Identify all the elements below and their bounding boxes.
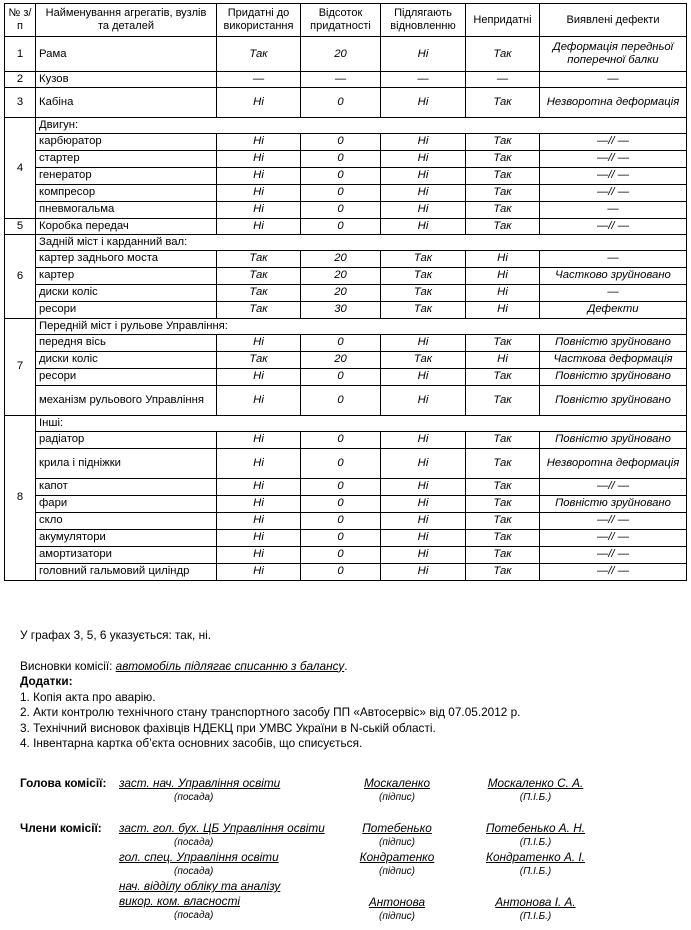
head-name	[478, 776, 593, 803]
usable-cell: Ні	[217, 184, 301, 201]
defects-cell: Незворотна деформація	[540, 88, 687, 118]
member-name	[478, 850, 593, 877]
percent-cell: 0	[301, 218, 381, 234]
usable-cell: Ні	[217, 334, 301, 351]
percent-cell: 0	[301, 184, 381, 201]
table-row	[5, 448, 687, 478]
table-row	[5, 72, 687, 88]
restorable-cell: Ні	[381, 150, 466, 167]
member-name	[478, 895, 593, 922]
unusable-cell: Так	[466, 478, 540, 495]
usable-cell: Так	[217, 37, 301, 72]
restorable-cell: —	[381, 72, 466, 88]
group-caption: Задній міст і карданний вал:	[36, 234, 687, 250]
percent-cell: —	[301, 72, 381, 88]
usable-cell: Так	[217, 267, 301, 284]
defects-cell: Повністю зруйновано	[540, 431, 687, 448]
component-name: механізм рульового Управління	[36, 385, 217, 415]
header-defects: Виявлені дефекти	[540, 4, 687, 37]
defects-cell: —// —	[540, 563, 687, 580]
percent-cell: 20	[301, 351, 381, 368]
position-caption: (посада)	[174, 910, 214, 921]
member-signature	[352, 850, 442, 877]
conclusion-value: автомобіль підлягає списанню з балансу	[115, 658, 345, 673]
component-name: фари	[36, 495, 217, 512]
head-label: Голова комісії:	[20, 776, 107, 790]
defects-cell: Повністю зруйновано	[540, 334, 687, 351]
name-caption: (П.І.Б.)	[519, 837, 552, 848]
defects-cell: —// —	[540, 512, 687, 529]
row-number: 6	[5, 234, 36, 318]
table-row	[5, 385, 687, 415]
component-name: акумулятори	[36, 529, 217, 546]
group-caption: Двигун:	[36, 118, 687, 134]
component-name: Коробка передач	[36, 218, 217, 234]
member-signature-value: Потебенько	[362, 821, 432, 835]
row-number: 5	[5, 218, 36, 234]
table-row	[5, 301, 687, 318]
percent-cell: 0	[301, 546, 381, 563]
defects-cell: —// —	[540, 150, 687, 167]
unusable-cell: Так	[466, 431, 540, 448]
row-number: 2	[5, 72, 36, 88]
unusable-cell: Так	[466, 512, 540, 529]
usable-cell: —	[217, 72, 301, 88]
head-name-value: Москаленко С. А.	[487, 776, 584, 790]
unusable-cell: Так	[466, 368, 540, 385]
unusable-cell: Ні	[466, 250, 540, 267]
restorable-cell: Ні	[381, 368, 466, 385]
defects-cell: Повністю зруйновано	[540, 385, 687, 415]
graphs-note: У графах 3, 5, 6 указується: так, ні.	[20, 628, 212, 642]
table-row	[5, 218, 687, 234]
unusable-cell: Так	[466, 150, 540, 167]
unusable-cell: Так	[466, 133, 540, 150]
component-name: капот	[36, 478, 217, 495]
member-position-value: викор. ком. власності	[119, 894, 241, 908]
name-caption: (П.І.Б.)	[519, 792, 552, 803]
table-row	[5, 529, 687, 546]
percent-cell: 0	[301, 385, 381, 415]
defects-cell: —// —	[540, 478, 687, 495]
restorable-cell: Ні	[381, 495, 466, 512]
usable-cell: Ні	[217, 385, 301, 415]
restorable-cell: Ні	[381, 88, 466, 118]
restorable-cell: Ні	[381, 334, 466, 351]
usable-cell: Ні	[217, 167, 301, 184]
table-row	[5, 478, 687, 495]
defects-cell: —// —	[540, 529, 687, 546]
restorable-cell: Так	[381, 351, 466, 368]
percent-cell: 0	[301, 495, 381, 512]
percent-cell: 0	[301, 368, 381, 385]
table-row	[5, 150, 687, 167]
percent-cell: 30	[301, 301, 381, 318]
row-number: 3	[5, 88, 36, 118]
header-usable: Придатні до використання	[217, 4, 301, 37]
head-signature-value: Москаленко	[363, 776, 431, 790]
usable-cell: Ні	[217, 133, 301, 150]
group-caption: Передній міст і рульове Управління:	[36, 318, 687, 334]
head-signature	[352, 776, 442, 803]
notes-section	[20, 628, 680, 752]
defects-cell: Часткова деформація	[540, 351, 687, 368]
defects-cell: —// —	[540, 167, 687, 184]
member-position	[119, 850, 279, 877]
percent-cell: 20	[301, 37, 381, 72]
unusable-cell: Так	[466, 495, 540, 512]
percent-cell: 20	[301, 267, 381, 284]
table-row	[5, 351, 687, 368]
component-name: картер	[36, 267, 217, 284]
unusable-cell: Так	[466, 184, 540, 201]
usable-cell: Так	[217, 301, 301, 318]
component-name: скло	[36, 512, 217, 529]
header-number: № з/п	[5, 4, 36, 37]
restorable-cell: Так	[381, 250, 466, 267]
usable-cell: Ні	[217, 218, 301, 234]
attachment-item: 2. Акти контролю технічного стану транспортного засобу ПП «Автосервіс» від 07.05.2012 р.	[20, 705, 521, 719]
table-row	[5, 334, 687, 351]
percent-cell: 0	[301, 334, 381, 351]
component-name: Рама	[36, 37, 217, 72]
header-restorable: Підлягають відновленню	[381, 4, 466, 37]
percent-cell: 20	[301, 284, 381, 301]
unusable-cell: Так	[466, 167, 540, 184]
component-name: Кузов	[36, 72, 217, 88]
member-name-value: Потебенько А. Н.	[485, 821, 586, 835]
table-row	[5, 495, 687, 512]
component-name: ресори	[36, 368, 217, 385]
usable-cell: Так	[217, 351, 301, 368]
usable-cell: Ні	[217, 478, 301, 495]
component-name: диски коліс	[36, 351, 217, 368]
conclusion	[20, 659, 680, 675]
defects-cell: —	[540, 201, 687, 218]
row-number: 1	[5, 37, 36, 72]
table-row	[5, 37, 687, 72]
header-name: Найменування агрегатів, вузлів та деталей	[36, 4, 217, 37]
table-row	[5, 250, 687, 267]
restorable-cell: Ні	[381, 167, 466, 184]
defects-cell: —// —	[540, 133, 687, 150]
defects-cell: Частково зруйновано	[540, 267, 687, 284]
component-name: головний гальмовий циліндр	[36, 563, 217, 580]
table-row	[5, 184, 687, 201]
unusable-cell: Ні	[466, 284, 540, 301]
row-number: 4	[5, 118, 36, 219]
attachment-item: 3. Технічний висновок фахівців НДЕКЦ при УМВС України в N-ській області.	[20, 720, 436, 735]
group-caption-row	[5, 234, 687, 250]
table-row	[5, 88, 687, 118]
group-caption-row	[5, 415, 687, 431]
component-name: пневмогальма	[36, 201, 217, 218]
member-signature	[352, 821, 442, 848]
table-row	[5, 201, 687, 218]
percent-cell: 0	[301, 431, 381, 448]
table-row	[5, 284, 687, 301]
component-name: стартер	[36, 150, 217, 167]
component-name: картер заднього моста	[36, 250, 217, 267]
position-caption: (посада)	[174, 837, 214, 848]
name-caption: (П.І.Б.)	[519, 866, 552, 877]
attachment-item: 1. Копія акта про аварію.	[20, 689, 156, 704]
conclusion-label: Висновки комісії:	[20, 658, 116, 673]
members-label: Члени комісії:	[20, 821, 102, 835]
member-name-value: Кондратенко А. І.	[486, 850, 585, 864]
restorable-cell: Так	[381, 267, 466, 284]
percent-cell: 0	[301, 529, 381, 546]
unusable-cell: Так	[466, 529, 540, 546]
table-row	[5, 267, 687, 284]
component-name: генератор	[36, 167, 217, 184]
name-caption: (П.І.Б.)	[519, 911, 552, 922]
percent-cell: 0	[301, 563, 381, 580]
unusable-cell: Так	[466, 448, 540, 478]
member-position-value: нач. відділу обліку та аналізу	[119, 879, 281, 893]
component-name: диски коліс	[36, 284, 217, 301]
row-number: 7	[5, 318, 36, 415]
percent-cell: 0	[301, 478, 381, 495]
percent-cell: 0	[301, 448, 381, 478]
table-row	[5, 512, 687, 529]
unusable-cell: Так	[466, 563, 540, 580]
component-name: крила і підніжки	[36, 448, 217, 478]
member-signature	[352, 895, 442, 922]
member-position-value: заст. гол. бух. ЦБ Управління освіти	[119, 821, 325, 835]
restorable-cell: Ні	[381, 37, 466, 72]
signature-caption: (підпис)	[379, 837, 415, 848]
usable-cell: Ні	[217, 368, 301, 385]
usable-cell: Ні	[217, 150, 301, 167]
component-name: амортизатори	[36, 546, 217, 563]
signature-caption: (підпис)	[379, 911, 415, 922]
signature-caption: (підпис)	[379, 866, 415, 877]
group-caption: Інші:	[36, 415, 687, 431]
component-name: Кабіна	[36, 88, 217, 118]
attachment-item: 4. Інвентарна картка об’єкта основних засобів, що списується.	[20, 736, 363, 750]
restorable-cell: Так	[381, 301, 466, 318]
member-signature-value: Кондратенко	[359, 850, 435, 864]
restorable-cell: Ні	[381, 478, 466, 495]
percent-cell: 0	[301, 167, 381, 184]
table-row	[5, 431, 687, 448]
percent-cell: 20	[301, 250, 381, 267]
restorable-cell: Ні	[381, 512, 466, 529]
usable-cell: Ні	[217, 88, 301, 118]
restorable-cell: Ні	[381, 529, 466, 546]
defects-cell: —// —	[540, 218, 687, 234]
restorable-cell: Ні	[381, 201, 466, 218]
unusable-cell: Так	[466, 201, 540, 218]
member-position	[119, 821, 325, 848]
header-unusable: Непридатні	[466, 4, 540, 37]
conclusion-end: .	[344, 658, 348, 673]
defects-cell: Дефекти	[540, 301, 687, 318]
member-position-value: гол. спец. Управління освіти	[119, 850, 279, 864]
usable-cell: Так	[217, 284, 301, 301]
member-position	[119, 879, 280, 921]
member-name	[478, 821, 593, 848]
unusable-cell: Ні	[466, 267, 540, 284]
table-row	[5, 368, 687, 385]
restorable-cell: Ні	[381, 448, 466, 478]
unusable-cell: Ні	[466, 351, 540, 368]
header-percent: Відсоток придатності	[301, 4, 381, 37]
percent-cell: 0	[301, 512, 381, 529]
defects-cell: —// —	[540, 184, 687, 201]
head-position-value: заст. нач. Управління освіти	[119, 776, 281, 790]
components-table	[4, 3, 687, 581]
percent-cell: 0	[301, 133, 381, 150]
usable-cell: Так	[217, 250, 301, 267]
table-row	[5, 167, 687, 184]
position-caption: (посада)	[174, 866, 214, 877]
component-name: компресор	[36, 184, 217, 201]
signature-caption: (підпис)	[379, 792, 415, 803]
defects-cell: —	[540, 284, 687, 301]
unusable-cell: Так	[466, 218, 540, 234]
unusable-cell: Так	[466, 385, 540, 415]
usable-cell: Ні	[217, 495, 301, 512]
group-caption-row	[5, 118, 687, 134]
table-header-row	[5, 4, 687, 37]
percent-cell: 0	[301, 88, 381, 118]
unusable-cell: Ні	[466, 301, 540, 318]
usable-cell: Ні	[217, 563, 301, 580]
percent-cell: 0	[301, 150, 381, 167]
member-name-value: Антонова І. А.	[495, 895, 576, 909]
restorable-cell: Ні	[381, 184, 466, 201]
row-number: 8	[5, 415, 36, 580]
usable-cell: Ні	[217, 448, 301, 478]
usable-cell: Ні	[217, 512, 301, 529]
restorable-cell: Так	[381, 284, 466, 301]
usable-cell: Ні	[217, 529, 301, 546]
component-name: карбюратор	[36, 133, 217, 150]
unusable-cell: Так	[466, 546, 540, 563]
restorable-cell: Ні	[381, 218, 466, 234]
unusable-cell: Так	[466, 37, 540, 72]
table-row	[5, 563, 687, 580]
usable-cell: Ні	[217, 546, 301, 563]
head-position	[119, 776, 280, 803]
usable-cell: Ні	[217, 431, 301, 448]
component-name: ресори	[36, 301, 217, 318]
percent-cell: 0	[301, 201, 381, 218]
unusable-cell: Так	[466, 88, 540, 118]
restorable-cell: Ні	[381, 563, 466, 580]
defects-cell: Повністю зруйновано	[540, 495, 687, 512]
restorable-cell: Ні	[381, 385, 466, 415]
defects-cell: Незворотна деформація	[540, 448, 687, 478]
unusable-cell: —	[466, 72, 540, 88]
defects-cell: —// —	[540, 546, 687, 563]
defects-cell: Деформація передньої поперечної балки	[540, 37, 687, 72]
attachments-title: Додатки:	[20, 674, 73, 688]
restorable-cell: Ні	[381, 546, 466, 563]
defects-cell: —	[540, 72, 687, 88]
component-name: радіатор	[36, 431, 217, 448]
restorable-cell: Ні	[381, 431, 466, 448]
group-caption-row	[5, 318, 687, 334]
unusable-cell: Так	[466, 334, 540, 351]
restorable-cell: Ні	[381, 133, 466, 150]
position-caption: (посада)	[174, 792, 214, 803]
defects-cell: Повністю зруйновано	[540, 368, 687, 385]
usable-cell: Ні	[217, 201, 301, 218]
table-row	[5, 546, 687, 563]
member-signature-value: Антонова	[368, 895, 426, 909]
defects-cell: —	[540, 250, 687, 267]
component-name: передня вісь	[36, 334, 217, 351]
table-row	[5, 133, 687, 150]
